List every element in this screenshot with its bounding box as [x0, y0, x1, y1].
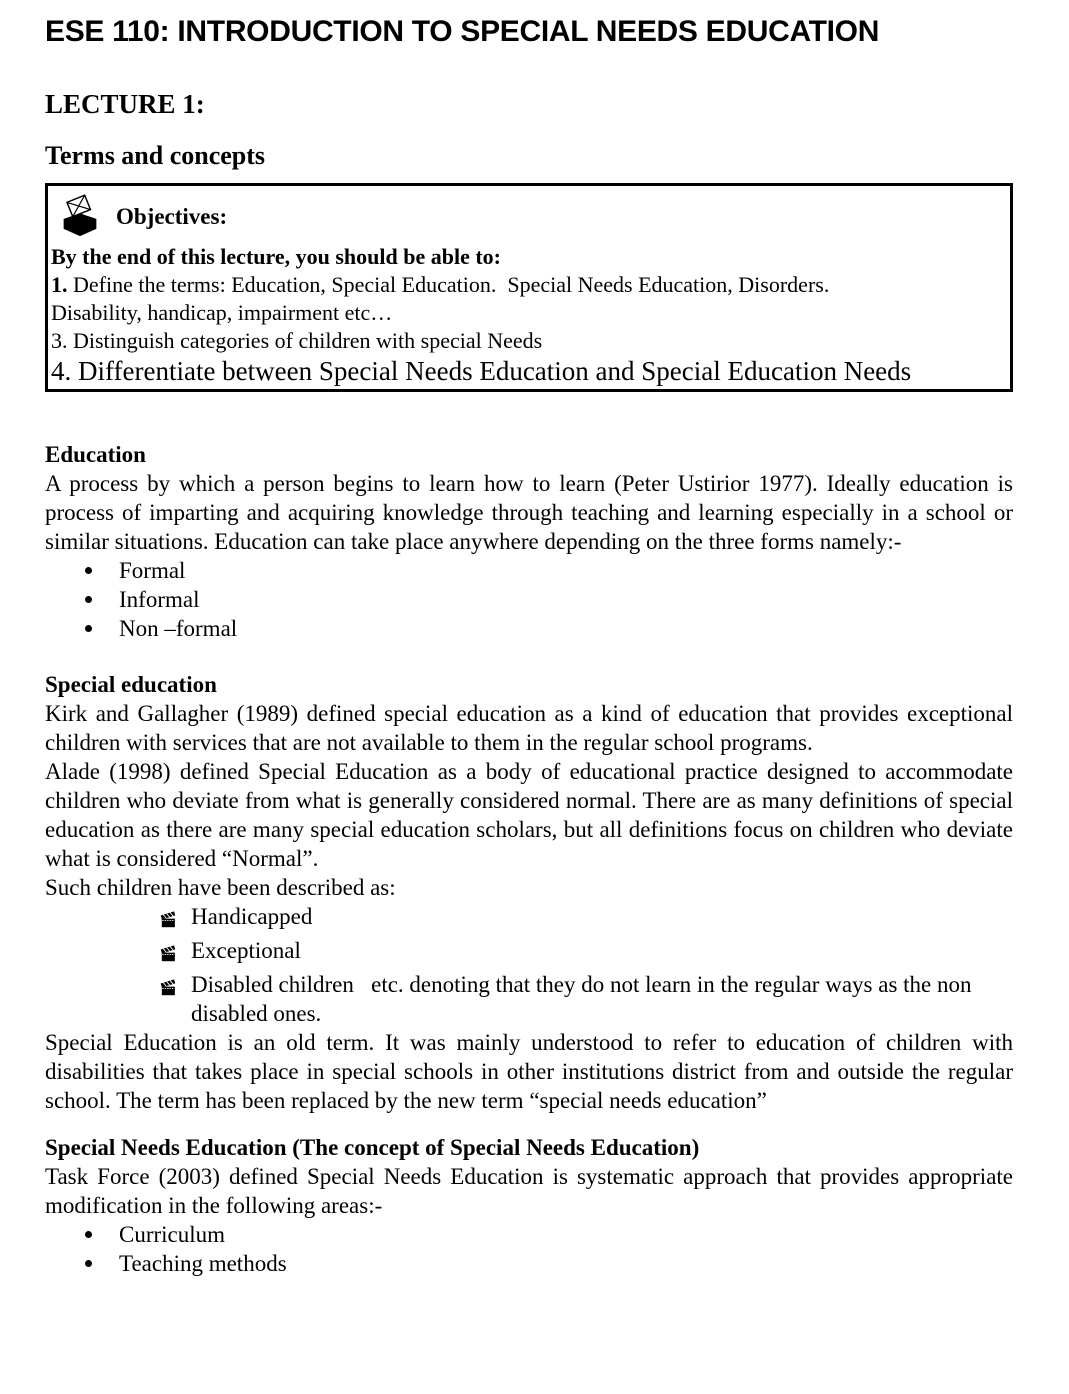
- list-item: [160, 970, 1013, 1028]
- list-item-label: Curriculum: [119, 1222, 226, 1247]
- list-item-label: Exceptional: [191, 938, 301, 963]
- list-item-label: Non –formal: [119, 616, 238, 641]
- bullet-icon: [85, 1231, 92, 1238]
- objective-item-1-number: 1.: [51, 272, 68, 297]
- list-item-label: Informal: [119, 587, 200, 612]
- ballot-box-icon: [60, 194, 100, 240]
- bullet-icon: [85, 596, 92, 603]
- special-needs-education-heading: Special Needs Education (The concept of Special Needs Education): [45, 1135, 700, 1160]
- list-item: [85, 556, 1013, 585]
- list-item: [85, 1220, 1013, 1249]
- education-section: [45, 440, 1013, 643]
- objective-item-1-text: Define the terms: Education, Special Education. Special Needs Education, Disorders.: [67, 272, 830, 297]
- special-education-heading: Special education: [45, 672, 217, 697]
- education-forms-list: [45, 556, 1013, 643]
- bullet-icon: [85, 625, 92, 632]
- lecture-heading: LECTURE 1:: [45, 89, 205, 119]
- objectives-box: [45, 183, 1013, 392]
- list-item: [85, 614, 1013, 643]
- described-as-list: [45, 902, 1013, 1028]
- list-item-label: Disabled children etc. denoting that they do not learn in the regular ways as the non disabled ones.: [191, 972, 978, 1026]
- bullet-icon: [85, 1260, 92, 1267]
- education-paragraph: A process by which a person begins to learn how to learn (Peter Ustirior 1977). Ideally education is process of imparting and acquiring knowledge through teaching and learning especially in a school or similar situations. Education can take place anywhere depending on the three forms namely:-: [45, 471, 1013, 554]
- special-education-paragraph-2: Alade (1998) defined Special Education as a body of educational practice designed to accommodate children who deviate from what is generally considered normal. There are as many definitions of special education as there are many special education scholars, but all definitions focus on children who deviate what is considered “Normal”.: [45, 759, 1013, 871]
- objectives-heading: Objectives:: [116, 204, 228, 229]
- bullet-icon: [85, 567, 92, 574]
- clapperboard-icon: [160, 941, 178, 970]
- list-item: [160, 936, 1013, 970]
- document-title: ESE 110: INTRODUCTION TO SPECIAL NEEDS EDUCATION: [45, 15, 880, 48]
- special-education-section: [45, 670, 1013, 1115]
- document-subtitle: Terms and concepts: [45, 141, 266, 170]
- objective-item-3: 3. Distinguish categories of children with special Needs: [51, 328, 543, 353]
- objective-item-4: 4. Differentiate between Special Needs Education and Special Education Needs: [51, 356, 912, 386]
- special-education-paragraph-1: Kirk and Gallagher (1989) defined special education as a kind of education that provides exceptional children with services that are not available to them in the regular school programs.: [45, 701, 1013, 755]
- list-item: [85, 585, 1013, 614]
- objective-item-1: [51, 271, 1006, 299]
- education-heading: Education: [45, 442, 146, 467]
- list-item: [160, 902, 1013, 936]
- modification-areas-list: [45, 1220, 1013, 1278]
- list-item-label: Handicapped: [191, 904, 313, 929]
- objectives-intro: By the end of this lecture, you should be able to:: [51, 244, 502, 269]
- clapperboard-icon: [160, 907, 178, 936]
- clapperboard-icon: [160, 975, 178, 1004]
- list-item-label: Formal: [119, 558, 186, 583]
- list-item: [85, 1249, 1013, 1278]
- objective-item-1-continuation: Disability, handicap, impairment etc…: [51, 300, 393, 325]
- objectives-header: [51, 190, 1006, 243]
- special-needs-education-section: [45, 1133, 1013, 1278]
- list-item-label: Teaching methods: [119, 1251, 287, 1276]
- special-education-paragraph-4: Special Education is an old term. It was mainly understood to refer to education of children with disabilities that takes place in special schools in other institutions district from and outside the regular school. The term has been replaced by the new term “special needs education”: [45, 1030, 1013, 1113]
- special-education-paragraph-3: Such children have been described as:: [45, 875, 396, 900]
- special-needs-education-paragraph: Task Force (2003) defined Special Needs Education is systematic approach that provides appropriate modification in the following areas:-: [45, 1164, 1013, 1218]
